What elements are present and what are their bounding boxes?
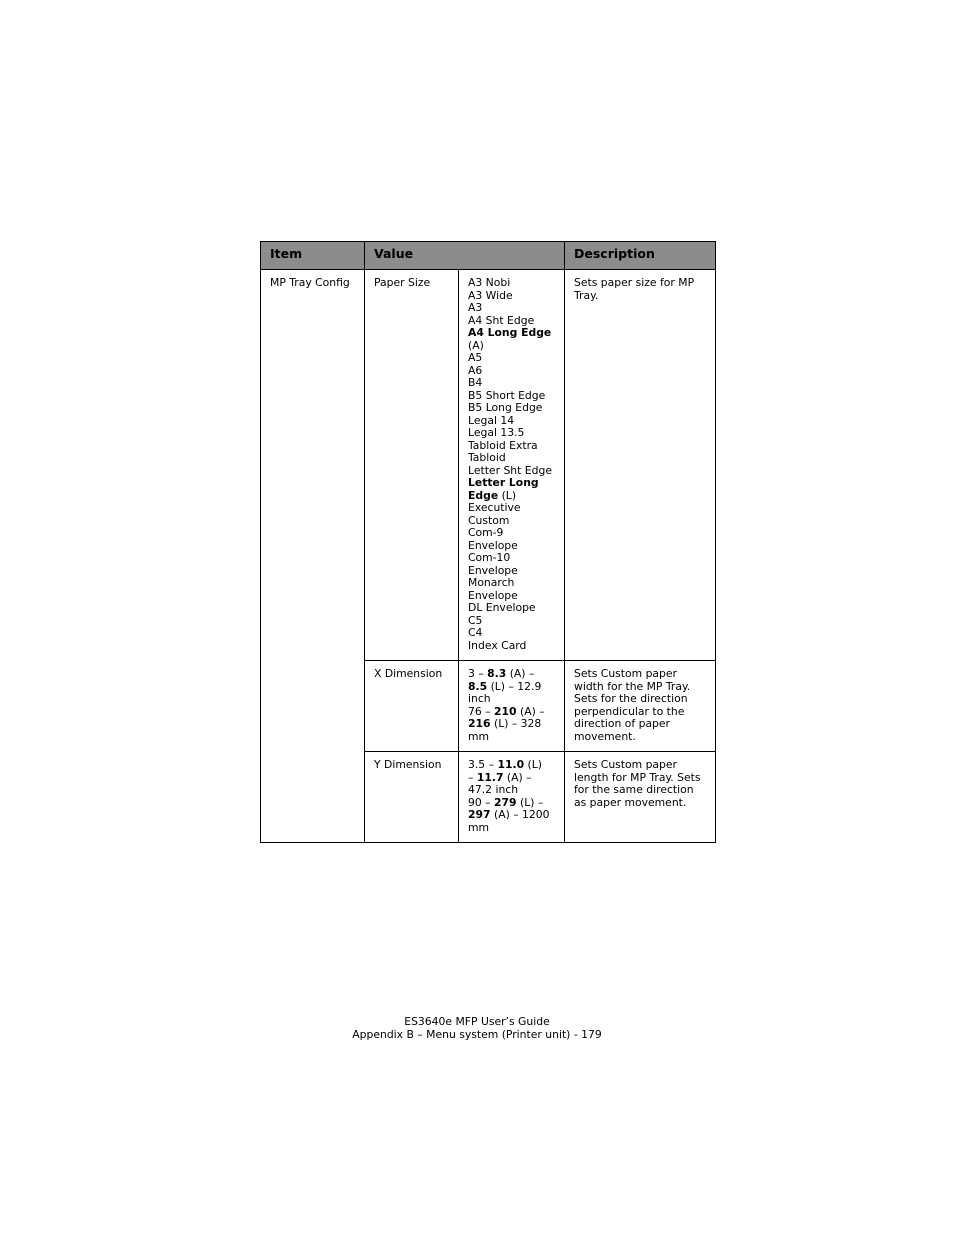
value-text: mm (468, 729, 490, 743)
value-text: (L) – 328 (490, 717, 542, 730)
value-text: B5 Long Edge (468, 401, 543, 414)
description-cell: Sets Custom paper length for MP Tray. Sets for the same direction as paper movement. (565, 752, 716, 843)
value-text: (A) – (506, 667, 535, 680)
value-text: B5 Short Edge (468, 388, 546, 402)
description-cell: Sets Custom paper width for the MP Tray. Sets for the direction perpendicular to the direction of paper movement. (565, 661, 716, 752)
default-value: 216 (468, 717, 491, 730)
header-item: Item (261, 242, 365, 270)
value-text: (L) (498, 488, 517, 502)
default-value: 8.5 (468, 679, 488, 693)
value-text: Executive (468, 501, 521, 514)
value-text: B4 (468, 376, 483, 389)
default-value: Edge (468, 488, 499, 502)
value-text: 3 – (468, 667, 488, 680)
value-text: – (468, 770, 477, 784)
menu-table (260, 241, 716, 843)
value-text: 47.2 inch (468, 783, 519, 796)
default-value: 11.7 (476, 770, 504, 784)
default-value: 11.0 (497, 758, 525, 771)
item-cell: MP Tray Config (261, 270, 365, 843)
value-text: C5 (468, 613, 483, 627)
value-text: Index Card (468, 638, 527, 652)
description-cell: Sets paper size for MP Tray. (565, 270, 716, 661)
value-text: Monarch (468, 576, 515, 589)
value-text: A6 (468, 363, 483, 377)
values-cell (459, 752, 565, 843)
footer-page-info: Appendix B – Menu system (Printer unit) - 179 (352, 1028, 602, 1041)
value-text: C4 (468, 626, 483, 639)
value-text: (L) – 12.9 (487, 679, 542, 693)
value-text: 90 – (468, 795, 495, 809)
value-text: Envelope (468, 563, 518, 577)
value-text: A4 Sht Edge (468, 313, 535, 327)
value-text: (A) – (516, 704, 545, 718)
value-text: Legal 14 (468, 413, 515, 427)
value-text: 76 – (468, 704, 495, 718)
default-value: 279 (494, 795, 517, 809)
value-text: (L) – (516, 795, 544, 809)
value-text: Letter Sht Edge (468, 463, 552, 477)
table-header-row (261, 242, 716, 270)
value-text: A5 (468, 351, 483, 364)
value-text: Envelope (468, 588, 518, 602)
value-text: (L) (524, 758, 542, 771)
value-text: DL Envelope (468, 601, 536, 614)
footer-guide-title: ES3640e MFP User’s Guide (404, 1015, 550, 1028)
value-text: Com-9 (468, 526, 504, 539)
values-cell (459, 661, 565, 752)
value-text: (A) (468, 338, 484, 352)
value-line (468, 822, 555, 835)
value-line (468, 731, 555, 744)
value-text: 3.5 – (468, 758, 498, 771)
value-text: Tabloid Extra (468, 438, 538, 452)
value-line (468, 640, 555, 653)
default-value: 8.3 (487, 667, 507, 680)
value-text: A3 Nobi (468, 276, 511, 289)
default-value: 297 (468, 808, 491, 821)
value-text: A3 (468, 301, 483, 314)
default-value: Letter Long (468, 476, 539, 489)
values-cell (459, 270, 565, 661)
value-text: Custom (468, 513, 510, 527)
value-text: (A) – 1200 (490, 808, 550, 821)
setting-cell: Y Dimension (365, 752, 459, 843)
value-text: Envelope (468, 538, 518, 552)
value-text: mm (468, 820, 490, 834)
value-text: Tabloid (468, 451, 506, 464)
value-text: Com-10 (468, 551, 511, 564)
value-text: Legal 13.5 (468, 426, 525, 439)
setting-cell: Paper Size (365, 270, 459, 661)
setting-cell: X Dimension (365, 661, 459, 752)
header-description: Description (565, 242, 716, 270)
value-text: A3 Wide (468, 288, 513, 302)
value-text: (A) – (503, 770, 532, 784)
default-value: 210 (494, 704, 517, 718)
table-row (261, 270, 716, 661)
default-value: A4 Long Edge (468, 326, 552, 339)
header-value: Value (365, 242, 565, 270)
value-text: inch (468, 692, 491, 705)
